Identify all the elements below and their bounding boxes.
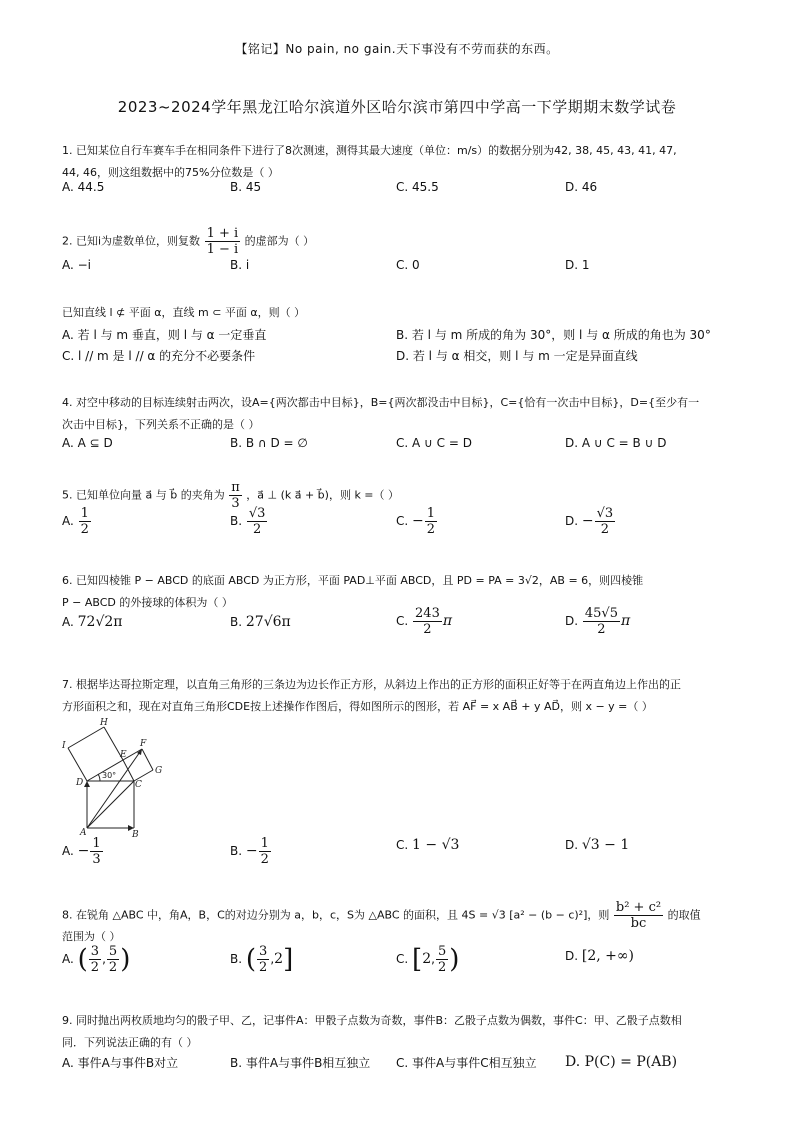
question-9-stem-cont: 同．下列说法正确的有（ ）	[62, 1036, 198, 1049]
angle-arc	[98, 774, 100, 781]
question-9	[62, 1010, 734, 1054]
question-5-stem-end: ，a⃗ ⊥ (k a⃗ + b⃗)，则 k =（ ）	[246, 488, 400, 502]
segment-di	[68, 748, 87, 781]
motto: 【铭记】No pain, no gain.天下事没有不劳而获的东西。	[235, 42, 559, 56]
question-7-stem: 7. 根据毕达哥拉斯定理，以直角三角形的三条边为边长作正方形，从斜边上作出的正方形的面积正好等于在两直角边上作出的正	[62, 678, 681, 691]
question-2-option-a: A. −i	[62, 258, 92, 272]
question-6-option-c: C. $\frac{243}{2}$ π	[396, 606, 453, 637]
question-3-option-b: B. 若 l 与 m 所成的角为 30°，则 l 与 α 所成的角也为 30°	[396, 328, 711, 342]
question-5-fraction: $\frac{\pi}{3}$	[231, 480, 240, 511]
question-2	[62, 226, 734, 257]
question-4-option-b: B. B ∩ D = ∅	[230, 436, 308, 450]
question-2-option-b: B. i	[230, 258, 250, 272]
question-6-option-b: B. 27√6π	[230, 614, 291, 630]
question-7-stem-cont: 方形面积之和，现在对直角三角形CDE按上述操作作图后，得如图所示的图形，若 AF⃗ = x AB⃗ + y AD⃗，则 x − y =（ ）	[62, 700, 653, 713]
question-6-stem-cont: P − ABCD 的外接球的体积为（ ）	[62, 596, 233, 609]
question-4-stem-cont: 次击中目标}，下列关系不正确的是（ ）	[62, 418, 260, 431]
question-2-option-c: C. 0	[396, 258, 420, 272]
question-3-option-d: D. 若 l 与 α 相交，则 l 与 m 一定是异面直线	[396, 349, 638, 363]
question-5-option-d: D. − $\frac{√3}{2}$	[565, 506, 614, 537]
question-8-stem-cont: 范围为（ ）	[62, 930, 121, 943]
question-8-option-a: A. ( $\frac{3}{2}$ , $\frac{5}{2}$ )	[62, 944, 131, 975]
label-angle: 30°	[102, 771, 117, 780]
question-5-option-b: B. $\frac{√3}{2}$	[230, 506, 266, 537]
arrow-ad-icon	[84, 781, 90, 787]
question-6-stem: 6. 已知四棱锥 P − ABCD 的底面 ABCD 为正方形，平面 PAD⊥平面 ABCD，且 PD = PA = 3√2，AB = 6，则四棱锥	[62, 574, 644, 587]
label-e: E	[120, 750, 127, 760]
pythagoras-figure	[62, 715, 172, 840]
exam-title: 2023~2024学年黑龙江哈尔滨道外区哈尔滨市第四中学高一下学期期末数学试卷	[117, 98, 677, 116]
question-1-option-b: B. 45	[230, 180, 262, 194]
label-a: A	[80, 828, 87, 838]
label-g: G	[155, 766, 163, 776]
question-7	[62, 674, 734, 718]
question-5-option-c: C. − $\frac{1}{2}$	[396, 506, 436, 537]
label-h: H	[100, 718, 108, 728]
question-9-option-c: C. 事件A与事件C相互独立	[396, 1056, 537, 1070]
question-4-option-a: A. A ⊆ D	[62, 436, 113, 450]
question-7-option-b: B. − $\frac{1}{2}$	[230, 836, 269, 867]
question-8-fraction: $\frac{\text{b² + c²}}{bc}$	[615, 900, 662, 931]
question-1-option-d: D. 46	[565, 180, 598, 194]
label-d: D	[76, 778, 84, 788]
question-8-option-c: C. [2, $\frac{5}{2}$ )	[396, 944, 460, 975]
question-4-option-d: D. A ∪ C = B ∪ D	[565, 436, 667, 450]
question-5-stem: 5. 已知单位向量 a⃗ 与 b⃗ 的夹角为	[62, 488, 225, 502]
question-7-option-a: A. − $\frac{1}{3}$	[62, 836, 101, 867]
question-9-stem: 9. 同时抛出两枚质地均匀的骰子甲、乙，记事件A：甲骰子点数为奇数，事件B：乙骰子点数为偶数，事件C：甲、乙骰子点数相	[62, 1014, 682, 1027]
question-2-option-d: D. 1	[565, 258, 590, 272]
label-b: B	[132, 830, 139, 840]
segment-fg	[142, 749, 153, 770]
question-3	[62, 302, 734, 324]
question-3-option-c: C. l // m 是 l // α 的充分不必要条件	[62, 349, 256, 363]
question-5-option-a: A. $\frac{1}{2}$	[62, 506, 89, 537]
segment-ih	[68, 727, 104, 748]
question-1-option-a: A. 44.5	[62, 180, 105, 194]
segment-ac	[87, 781, 134, 828]
label-i: I	[62, 741, 66, 751]
question-3-stem: 已知直线 l ⊄ 平面 α，直线 m ⊂ 平面 α，则（ ）	[62, 306, 306, 319]
question-1-option-c: C. 45.5	[396, 180, 439, 194]
question-2-stem: 2. 已知i为虚数单位，则复数	[62, 234, 201, 248]
label-c: C	[135, 780, 142, 790]
question-4	[62, 392, 734, 436]
question-9-option-a: A. 事件A与事件B对立	[62, 1056, 179, 1070]
question-7-option-d: D. √3 − 1	[565, 837, 630, 853]
question-1-stem: 1. 已知某位自行车赛车手在相同条件下进行了8次测速，测得其最大速度（单位：m/s）的数据分别为42, 38, 45, 43, 41, 47,	[62, 144, 677, 157]
question-2-stem-end: 的虚部为（ ）	[244, 234, 315, 248]
question-2-fraction: $\frac{1 + i}{1 - i}$	[206, 226, 239, 257]
question-7-option-c: C. 1 − √3	[396, 837, 460, 853]
question-6-option-a: A. 72√2π	[62, 614, 123, 630]
question-4-option-c: C. A ∪ C = D	[396, 436, 472, 450]
label-f: F	[140, 739, 147, 749]
question-8-stem: 8. 在锐角 △ABC 中，角A，B，C的对边分别为 a，b，c，S为 △ABC 的面积，且 4S = √3 [a² − (b − c)²]，则	[62, 908, 610, 922]
question-1	[62, 140, 734, 184]
question-8-option-b: B. ( $\frac{3}{2}$ ,2]	[230, 944, 294, 975]
question-6-option-d: D. $\frac{45√5}{2}$ π	[565, 606, 631, 637]
question-9-option-d: D. P(C) = P(AB)	[565, 1054, 678, 1070]
question-1-stem-cont: 44, 46，则这组数据中的75%分位数是（ ）	[62, 166, 279, 179]
question-3-option-a: A. 若 l 与 m 垂直，则 l 与 α 一定垂直	[62, 328, 267, 342]
question-9-option-b: B. 事件A与事件B相互独立	[230, 1056, 371, 1070]
question-4-stem: 4. 对空中移动的目标连续射击两次，设A={两次都击中目标}，B={两次都没击中目标}，C={恰有一次击中目标}，D={至少有一	[62, 396, 700, 409]
question-8-stem-end: 的取值	[667, 908, 701, 922]
question-8-option-d: D. [2, +∞)	[565, 948, 635, 964]
